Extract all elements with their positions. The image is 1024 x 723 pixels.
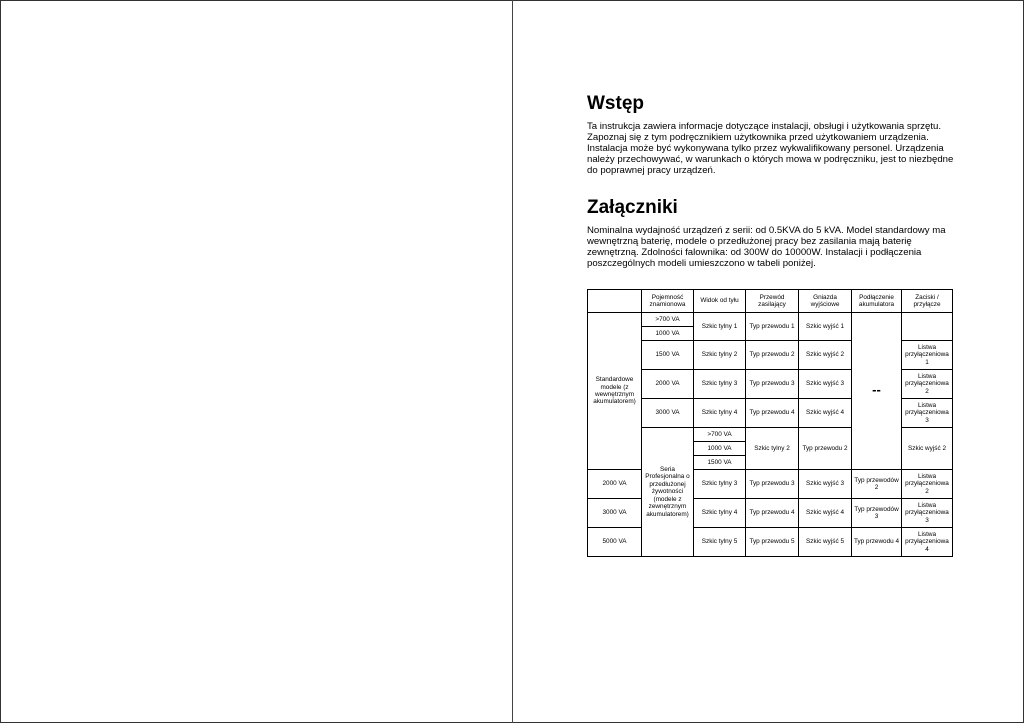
capacity-cell: 1000 VA <box>694 442 746 456</box>
rear-view-cell: Szkic tylny 2 <box>694 341 746 370</box>
table-header: Pojemność znamionowa <box>642 290 694 313</box>
terminal-cell: Listwa przyłączeniowa 3 <box>902 499 953 528</box>
page-border-left <box>0 0 1 723</box>
power-cord-cell: Typ przewodu 3 <box>746 470 799 499</box>
capacity-cell: 2000 VA <box>588 470 642 499</box>
models-table <box>587 289 953 557</box>
power-cord-cell: Typ przewodu 3 <box>746 370 799 399</box>
terminal-cell: Listwa przyłączeniowa 2 <box>902 370 953 399</box>
capacity-cell: 5000 VA <box>588 528 642 557</box>
table-header: Widok od tyłu <box>694 290 746 313</box>
rear-view-cell: Szkic tylny 2 <box>746 428 799 470</box>
power-cord-cell: Typ przewodu 2 <box>799 428 852 470</box>
terminal-cell-empty <box>902 313 953 341</box>
capacity-cell: 3000 VA <box>588 499 642 528</box>
power-cord-cell: Typ przewodu 4 <box>746 399 799 428</box>
table-header: Przewód zasilający <box>746 290 799 313</box>
capacity-cell: 1500 VA <box>694 456 746 470</box>
terminal-cell: Listwa przyłączeniowa 4 <box>902 528 953 557</box>
table-header-row <box>588 290 953 313</box>
capacity-cell: >700 VA <box>694 428 746 442</box>
rear-view-cell: Szkic tylny 1 <box>694 313 746 341</box>
battery-dash: -- <box>872 381 881 397</box>
rear-view-cell: Szkic tylny 3 <box>694 370 746 399</box>
power-cord-cell: Typ przewodu 1 <box>746 313 799 341</box>
table-row <box>588 313 953 327</box>
terminal-cell: Listwa przyłączeniowa 1 <box>902 341 953 370</box>
rear-view-cell: Szkic tylny 3 <box>694 470 746 499</box>
output-sockets-cell: Szkic wyjść 3 <box>799 470 852 499</box>
group-label-standard: Standardowe modele (z wewnętrznym akumulatorem) <box>588 313 642 470</box>
output-sockets-cell: Szkic wyjść 5 <box>799 528 852 557</box>
output-sockets-cell: Szkic wyjść 2 <box>902 428 953 470</box>
output-sockets-cell: Szkic wyjść 1 <box>799 313 852 341</box>
battery-connection-cell: Typ przewodów 3 <box>852 499 902 528</box>
page-spine-divider <box>512 0 513 723</box>
terminal-cell: Listwa przyłączeniowa 3 <box>902 399 953 428</box>
power-cord-cell: Typ przewodu 2 <box>746 341 799 370</box>
power-cord-cell: Typ przewodu 4 <box>746 499 799 528</box>
output-sockets-cell: Szkic wyjść 2 <box>799 341 852 370</box>
table-header: Gniazda wyjściowe <box>799 290 852 313</box>
capacity-cell: 2000 VA <box>642 370 694 399</box>
rear-view-cell: Szkic tylny 4 <box>694 499 746 528</box>
table-header: Podłączenie akumulatora <box>852 290 902 313</box>
output-sockets-cell: Szkic wyjść 4 <box>799 399 852 428</box>
rear-view-cell: Szkic tylny 4 <box>694 399 746 428</box>
battery-connection-cell: Typ przewodów 2 <box>852 470 902 499</box>
capacity-cell: 1500 VA <box>642 341 694 370</box>
capacity-cell: >700 VA <box>642 313 694 327</box>
power-cord-cell: Typ przewodu 5 <box>746 528 799 557</box>
intro-heading: Wstęp <box>587 93 644 114</box>
battery-connection-cell <box>852 313 902 470</box>
output-sockets-cell: Szkic wyjść 4 <box>799 499 852 528</box>
table-header: Zaciski / przyłącze <box>902 290 953 313</box>
output-sockets-cell: Szkic wyjść 3 <box>799 370 852 399</box>
attachments-paragraph: Nominalna wydajność urządzeń z serii: od 0.5KVA do 5 kVA. Model standardowy ma wewnętrzną baterię, modele o przedłużonej pracy bez zasilania mają baterię zewnętrzną. Zdolności falownika: od 300W do 10000W. Instalacji i podłączenia poszczególnych modeli umieszczono w tabeli poniżej. <box>587 225 946 269</box>
group-label-professional: Seria Profesjonalna o przedłużonej żywotności (modele z zewnętrznym akumulatorem) <box>642 428 694 557</box>
attachments-heading: Załączniki <box>587 197 678 218</box>
table-header-empty <box>588 290 642 313</box>
rear-view-cell: Szkic tylny 5 <box>694 528 746 557</box>
terminal-cell: Listwa przyłączeniowa 2 <box>902 470 953 499</box>
battery-connection-cell: Typ przewodu 4 <box>852 528 902 557</box>
intro-paragraph: Ta instrukcja zawiera informacje dotyczące instalacji, obsługi i użytkowania sprzętu. Zapoznaj się z tym podręcznikiem użytkownika przed użytkowaniem urządzenia. Instalacja może być wykonywana tylko przez wykwalifikowany personel. Urządzenia należy przechowywać, w warunkach o których mowa w podręczniku, jest to niezbędne do poprawnej pracy urządzeń. <box>587 121 954 176</box>
capacity-cell: 3000 VA <box>642 399 694 428</box>
capacity-cell: 1000 VA <box>642 327 694 341</box>
